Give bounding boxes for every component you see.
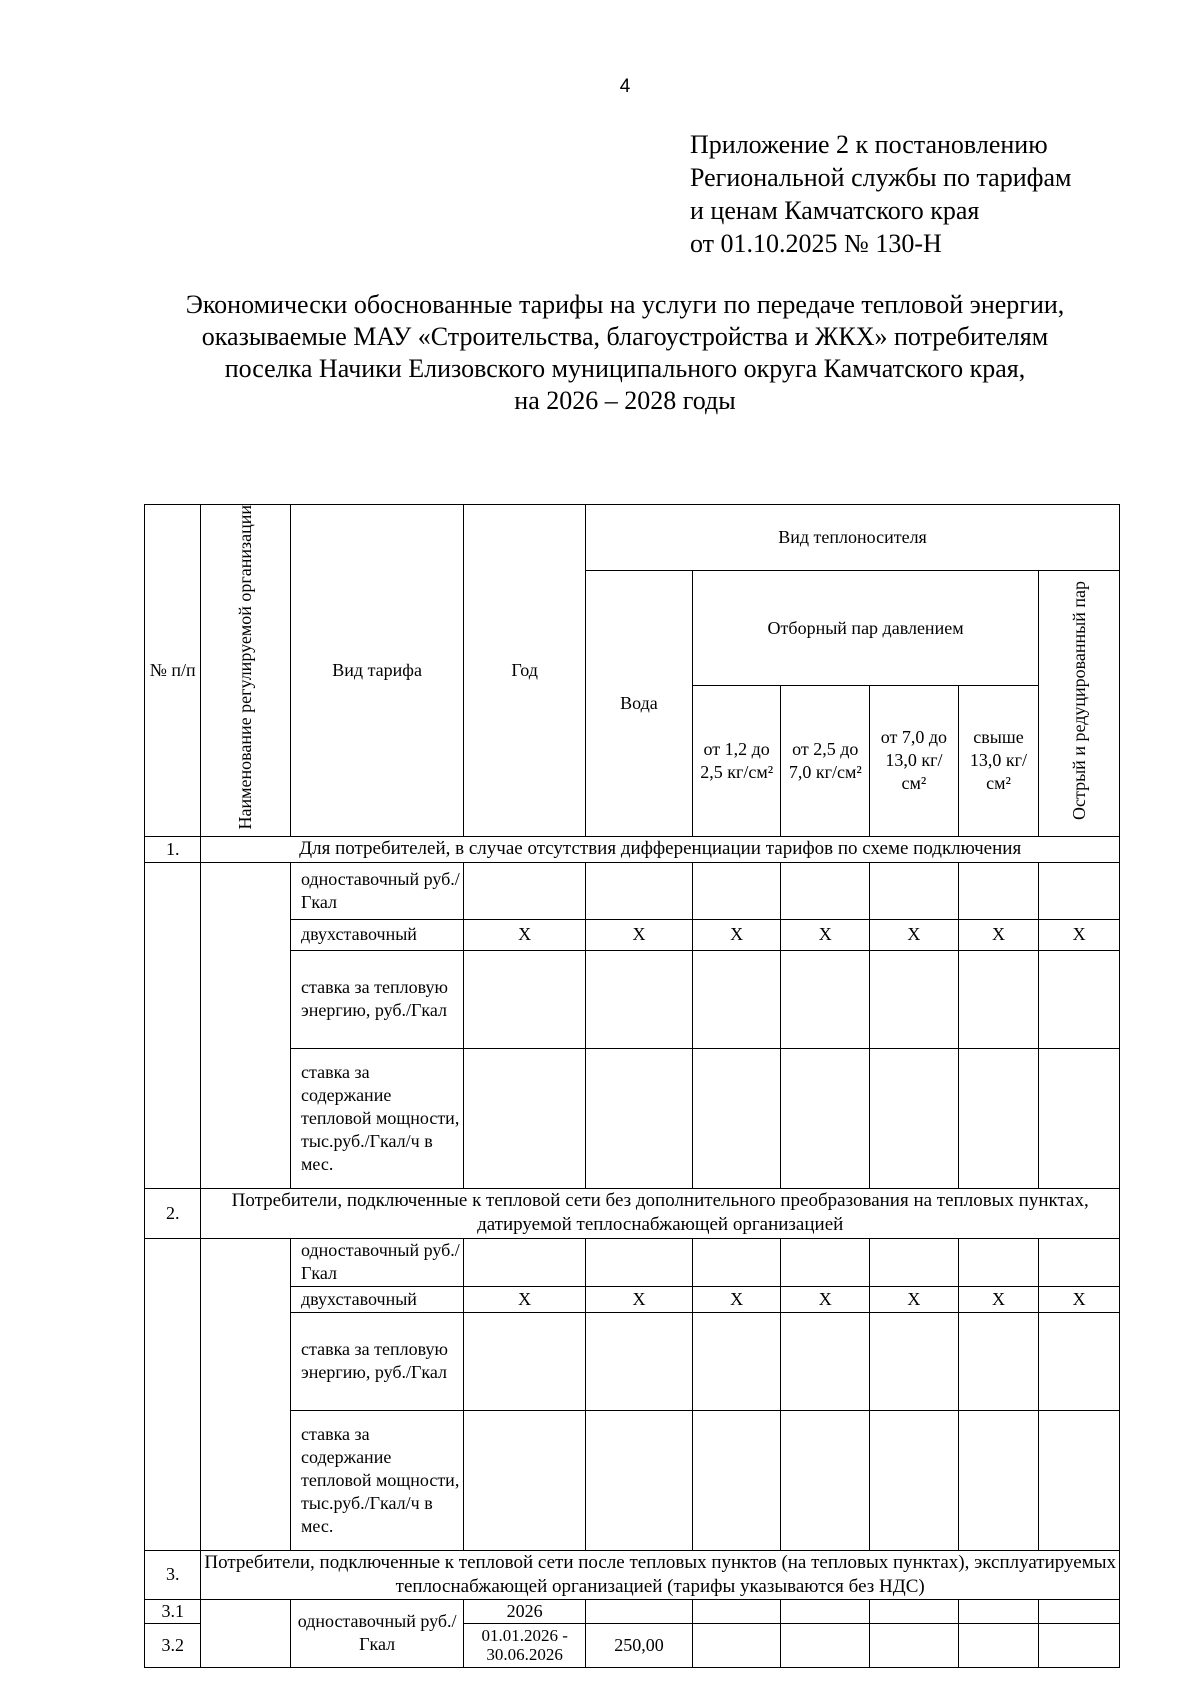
section-title: Потребители, подключенные к тепловой сети без дополнительного преобразования на тепловых пунктах, датируемой теплоснабжающей организацией bbox=[201, 1188, 1120, 1238]
x-mark: Х bbox=[692, 919, 781, 950]
sub-row-num: 3.2 bbox=[145, 1623, 201, 1667]
header-pressure-4: свыше 13,0 кг/см² bbox=[958, 686, 1039, 837]
header-year: Год bbox=[464, 505, 586, 837]
header-pressure-2: от 2,5 до 7,0 кг/см² bbox=[781, 686, 870, 837]
section-num: 3. bbox=[145, 1550, 201, 1599]
x-mark: Х bbox=[464, 919, 586, 950]
annex-line: Приложение 2 к постановлению bbox=[690, 130, 1048, 159]
tariff-row-label: одноставочный руб./Гкал bbox=[291, 1599, 464, 1667]
empty-cell bbox=[145, 862, 201, 1188]
tariff-row-label: ставка за содержание тепловой мощности, тыс.руб./Гкал/ч в мес. bbox=[291, 1410, 464, 1550]
title-line: оказываемые МАУ «Строительства, благоустройства и ЖКХ» потребителям bbox=[201, 322, 1049, 351]
header-tariff-type: Вид тарифа bbox=[291, 505, 464, 837]
tariff-row-label: ставка за тепловую энергию, руб./Гкал bbox=[291, 1312, 464, 1410]
x-mark: Х bbox=[464, 1286, 586, 1312]
header-pressure-1: от 1,2 до 2,5 кг/см² bbox=[692, 686, 781, 837]
empty-cell bbox=[201, 1238, 291, 1550]
header-num: № п/п bbox=[145, 505, 201, 837]
header-steam: Отборный пар давлением bbox=[692, 571, 1038, 686]
x-mark: Х bbox=[692, 1286, 781, 1312]
x-mark: Х bbox=[1039, 919, 1120, 950]
x-mark: Х bbox=[958, 919, 1039, 950]
document-title bbox=[100, 289, 1150, 417]
empty-cell bbox=[145, 1238, 201, 1550]
tariff-table bbox=[144, 504, 1120, 1668]
tariff-row-label: одноставочный руб./Гкал bbox=[291, 862, 464, 919]
section-num: 2. bbox=[145, 1188, 201, 1238]
x-mark: Х bbox=[781, 1286, 870, 1312]
title-line: поселка Начики Елизовского муниципального округа Камчатского края, bbox=[224, 354, 1026, 383]
title-line: Экономически обоснованные тарифы на услуги по передаче тепловой энергии, bbox=[185, 290, 1065, 319]
year-cell: 2026 bbox=[464, 1599, 586, 1623]
x-mark: Х bbox=[586, 919, 693, 950]
annex-reference bbox=[690, 128, 1071, 260]
header-water: Вода bbox=[586, 571, 693, 837]
section-num: 1. bbox=[145, 836, 201, 862]
x-mark: Х bbox=[958, 1286, 1039, 1312]
x-mark: Х bbox=[781, 919, 870, 950]
tariff-row-label: ставка за содержание тепловой мощности, тыс.руб./Гкал/ч в мес. bbox=[291, 1048, 464, 1188]
section-title: Потребители, подключенные к тепловой сети после тепловых пунктов (на тепловых пунктах), эксплуатируемых теплоснабжающей организацией (тарифы указываются без НДС) bbox=[201, 1550, 1120, 1599]
header-sharp-steam: Острый и редуцированный пар bbox=[1039, 571, 1120, 837]
empty-cell bbox=[201, 862, 291, 1188]
header-carrier: Вид теплоносителя bbox=[586, 505, 1120, 571]
tariff-row-label: двухставочный bbox=[291, 1286, 464, 1312]
page-number: 4 bbox=[619, 76, 631, 97]
empty-cell bbox=[201, 1599, 291, 1667]
x-mark: Х bbox=[870, 1286, 959, 1312]
x-mark: Х bbox=[1039, 1286, 1120, 1312]
tariff-row-label: двухставочный bbox=[291, 919, 464, 950]
x-mark: Х bbox=[586, 1286, 693, 1312]
tariff-row-label: ставка за тепловую энергию, руб./Гкал bbox=[291, 950, 464, 1048]
x-mark: Х bbox=[870, 919, 959, 950]
annex-line: от 01.10.2025 № 130-Н bbox=[690, 229, 942, 258]
title-line: на 2026 – 2028 годы bbox=[514, 386, 736, 415]
sub-row-num: 3.1 bbox=[145, 1599, 201, 1623]
section-title: Для потребителей, в случае отсутствия дифференциации тарифов по схеме подключения bbox=[201, 836, 1120, 862]
tariff-row-label: одноставочный руб./Гкал bbox=[291, 1238, 464, 1286]
period-cell: 01.01.2026 - 30.06.2026 bbox=[464, 1623, 586, 1667]
annex-line: и ценам Камчатского края bbox=[690, 196, 980, 225]
header-pressure-3: от 7,0 до 13,0 кг/см² bbox=[870, 686, 959, 837]
water-value: 250,00 bbox=[586, 1623, 693, 1667]
annex-line: Региональной службы по тарифам bbox=[690, 163, 1072, 192]
header-org: Наименование регулируемой организации bbox=[201, 505, 291, 837]
